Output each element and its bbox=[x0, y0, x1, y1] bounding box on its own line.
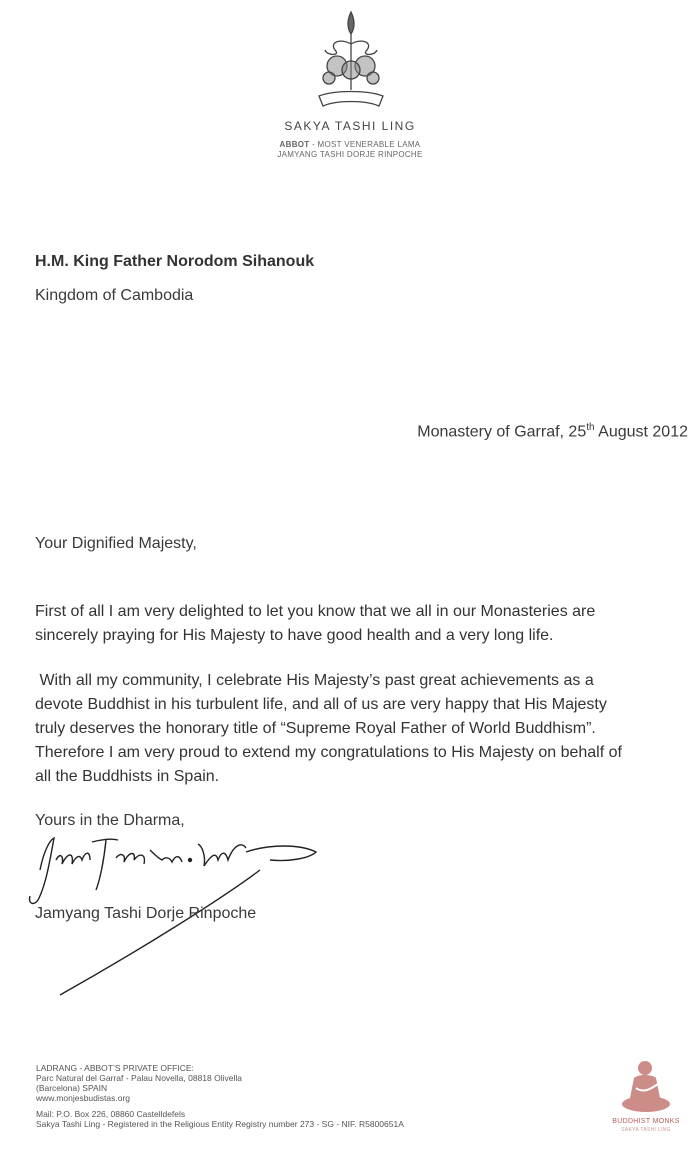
signatory-name: Jamyang Tashi Dorje Rinpoche bbox=[35, 905, 257, 922]
line: With all my community, I celebrate His Majesty’s past great achievements as a bbox=[35, 672, 594, 689]
line: sincerely praying for His Majesty to have good health and a very long life. bbox=[35, 627, 554, 644]
abbot-label: ABBOT bbox=[279, 140, 310, 149]
footer-line: Mail: P.O. Box 226, 08860 Castelldefels bbox=[36, 1109, 186, 1119]
salutation: Your Dignified Majesty, bbox=[35, 535, 197, 552]
line: truly deserves the honorary title of “Supreme Royal Father of World Buddhism”. bbox=[35, 720, 596, 737]
date-suffix: th bbox=[586, 422, 595, 433]
badge-title: BUDDHIST MONKS bbox=[612, 1118, 680, 1125]
footer-line: LADRANG - ABBOT’S PRIVATE OFFICE: bbox=[36, 1063, 194, 1073]
recipient-name: H.M. King Father Norodom Sihanouk bbox=[35, 253, 315, 270]
footer-line: (Barcelona) SPAIN bbox=[36, 1083, 108, 1093]
line: First of all I am very delighted to let you know that we all in our Monasteries are bbox=[35, 603, 596, 620]
org-name: SAKYA TASHI LING bbox=[284, 119, 416, 133]
footer-registry bbox=[36, 1109, 404, 1129]
sakya-tashi-ling-logo bbox=[315, 10, 387, 112]
dateline bbox=[417, 422, 688, 441]
line: devote Buddhist in his turbulent life, and all of us are very happy that His Majesty bbox=[35, 696, 607, 713]
paragraph-2 bbox=[35, 669, 622, 789]
footer-line: Parc Natural del Garraf - Palau Novella, 08818 Olivella bbox=[36, 1073, 242, 1083]
line: Therefore I am very proud to extend my congratulations to His Majesty on behalf of bbox=[35, 744, 622, 761]
line: all the Buddhists in Spain. bbox=[35, 768, 220, 785]
footer-line: Sakya Tashi Ling - Registered in the Religious Entity Registry number 273 - SG - NIF. R5800651A bbox=[36, 1119, 404, 1129]
paragraph-1 bbox=[35, 600, 595, 648]
recipient-country: Kingdom of Cambodia bbox=[35, 287, 194, 304]
date-rest: August 2012 bbox=[594, 423, 688, 441]
abbot-name: JAMYANG TASHI DORJE RINPOCHE bbox=[277, 150, 423, 159]
footer-address bbox=[36, 1063, 242, 1103]
abbot-title: - MOST VENERABLE LAMA bbox=[309, 140, 421, 149]
footer-link[interactable]: www.monjesbudistas.org bbox=[36, 1093, 131, 1103]
badge-subtitle: SAKYA TASHI LING bbox=[621, 1127, 671, 1133]
abbot-line bbox=[0, 140, 700, 149]
date-place: Monastery of Garraf, 25 bbox=[417, 423, 587, 441]
buddhist-monk-badge-icon bbox=[618, 1058, 674, 1116]
closing: Yours in the Dharma, bbox=[35, 812, 185, 829]
